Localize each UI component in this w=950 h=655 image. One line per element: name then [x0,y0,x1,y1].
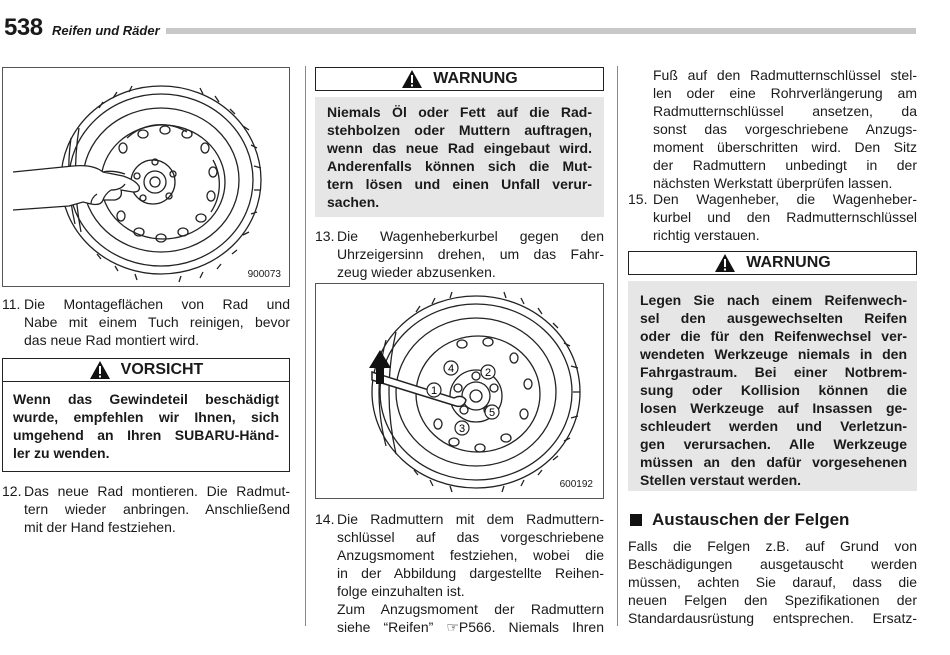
step-number: 13. [315,228,335,244]
text-line: Niemals Öl oder Fett auf die Rad- [327,104,592,120]
text-line: schlüssel auf das vorgeschriebene [337,529,604,545]
text-line: tern wieder anbringen. Anschließend [24,501,290,517]
figure-id: 600192 [559,479,593,490]
step-number: 14. [315,511,335,527]
text-line: ler zu wenden. [13,445,110,461]
text-line: Legen Sie nach einem Reifenwech- [640,292,907,308]
text-line: Stellen verstaut werden. [640,472,802,488]
text-line: sung oder Kollision können die [640,382,907,398]
text-line: wenn das neue Rad eingebaut wird. [327,140,592,156]
caution-header [2,358,290,382]
text-line: mit der Hand festziehen. [24,519,176,535]
text-line: Zum Anzugsmoment der Radmuttern [337,601,604,617]
caution-body [2,382,290,472]
section-title: Reifen und Räder [52,23,160,38]
text-line: sel den ausgewechselten Reifen [640,310,907,326]
text-line: Die Wagenheberkurbel gegen den [337,228,604,244]
text-line: müssen an den dafür vorgesehenen [640,454,907,470]
step-14 [315,510,604,636]
text-line: Wenn das Gewindeteil beschädigt [13,391,279,407]
page-number: 538 [4,14,43,41]
text-line: nächsten Werkstatt überprüfen lassen. [653,175,893,191]
text-line: müssen, achten Sie darauf, dass die [628,574,917,590]
step-11 [2,295,290,349]
text-line: in der Abbildung dargestellte Reihen- [337,565,604,581]
warning-header [315,67,604,91]
text-line: das neue Rad montiert wird. [24,332,200,348]
sequence-label-4: 4 [447,363,455,375]
text-line: zeug wieder abzusenken. [337,264,496,280]
sequence-label-2: 2 [484,367,492,379]
header-rule [166,28,916,34]
figure-id: 900073 [247,269,281,280]
column-divider-1 [305,66,306,626]
text-line: Fuß auf den Radmutternschlüssel stel- [653,67,917,83]
text-line: Fahrgastraum. Bei einer Notbrem- [640,364,907,380]
text-line: moment überschritten wird. Den Sitz [653,139,917,155]
step-14-continued [653,66,917,192]
column-divider-2 [617,66,618,626]
step-number: 15. [628,191,648,207]
text-line: neuen Felgen den Spezifikationen der [628,592,917,608]
text-line: Die Montageflächen von Rad und [24,296,290,312]
text-line: losen Werkzeuge auf Insassen ge- [640,400,907,416]
text-line: len oder eine Rohrverlängerung am [653,85,917,101]
text-line: Das neue Rad montieren. Die Radmut- [24,483,290,499]
figure-wheel-cleaning [2,67,290,287]
text-line: wendeten Werkzeuge niemals in den [640,346,907,362]
text-line: sonst das vorgeschriebene Anzugs- [653,121,917,137]
sequence-label-1: 1 [430,385,438,397]
text-line: folge einzuhalten ist. [337,583,465,599]
text-line: sachen. [327,194,380,210]
step-12 [2,482,290,536]
warning-body [628,281,917,491]
text-line: siehe “Reifen” ☞P566. Niemals Ihren [337,619,604,635]
step-13 [315,227,604,281]
text-line: Standardausrüstung entsprechen. Ersatz- [628,610,917,626]
text-line: Radmutternschlüssel ansetzen, da [653,103,917,119]
tightening-sequence-illustration [316,284,603,498]
text-line: oder die für den Reifenwechsel ver- [640,328,907,344]
text-line: umgehend an Ihren SUBARU-Händ- [13,427,279,443]
caution-box [2,358,290,472]
warning-body [315,97,604,217]
wheel-cleaning-illustration [3,68,289,286]
heading-text: Austauschen der Felgen [652,510,850,529]
sequence-label-3: 3 [458,423,466,435]
warning-triangle-icon [89,360,111,380]
heading-austauschen-der-felgen [630,510,849,530]
warning-title: WARNUNG [746,254,831,271]
text-line: Anzugsmoment festziehen, wobei die [337,547,604,563]
text-line: wurde, empfehlen wir Ihnen, sich [13,409,279,425]
square-bullet-icon [630,514,642,526]
text-line: Die Radmuttern mit dem Radmuttern- [337,511,604,527]
warning-title: WARNUNG [433,70,518,87]
warning-box-oil [315,67,604,217]
warning-triangle-icon [401,69,423,89]
text-line: gen verursachen. Alle Werkzeuge [640,436,907,452]
text-line: der Radmuttern unbedingt in der [653,157,917,173]
text-line: Beschädigungen ausgetauscht werden [628,556,917,572]
text-line: tern lösen und einen Unfall verur- [327,176,592,192]
caution-title: VORSICHT [120,361,204,378]
warning-triangle-icon [714,253,736,273]
paragraph-felgen [628,537,917,627]
step-number: 11. [2,296,21,312]
text-line: Nabe mit einem Tuch reinigen, bevor [24,314,290,330]
warning-box-tools [628,251,917,491]
text-line: Anderenfalls können sich die Mut- [327,158,592,174]
step-number: 12. [2,483,22,499]
text-line: Uhrzeigersinn drehen, um das Fahr- [337,246,604,262]
step-15 [628,190,917,244]
text-line: kurbel und den Radmutternschlüssel [653,209,917,225]
sequence-label-5: 5 [488,407,496,419]
text-line: Falls die Felgen z.B. auf Grund von [628,538,917,554]
warning-header [628,251,917,275]
text-line: Den Wagenheber, die Wagenheber- [653,191,917,207]
text-line: schleudert werden und Verletzun- [640,418,907,434]
text-line: richtig verstauen. [653,227,760,243]
text-line: stehbolzen oder Muttern auftragen, [327,122,592,138]
figure-tightening-sequence [315,283,604,499]
